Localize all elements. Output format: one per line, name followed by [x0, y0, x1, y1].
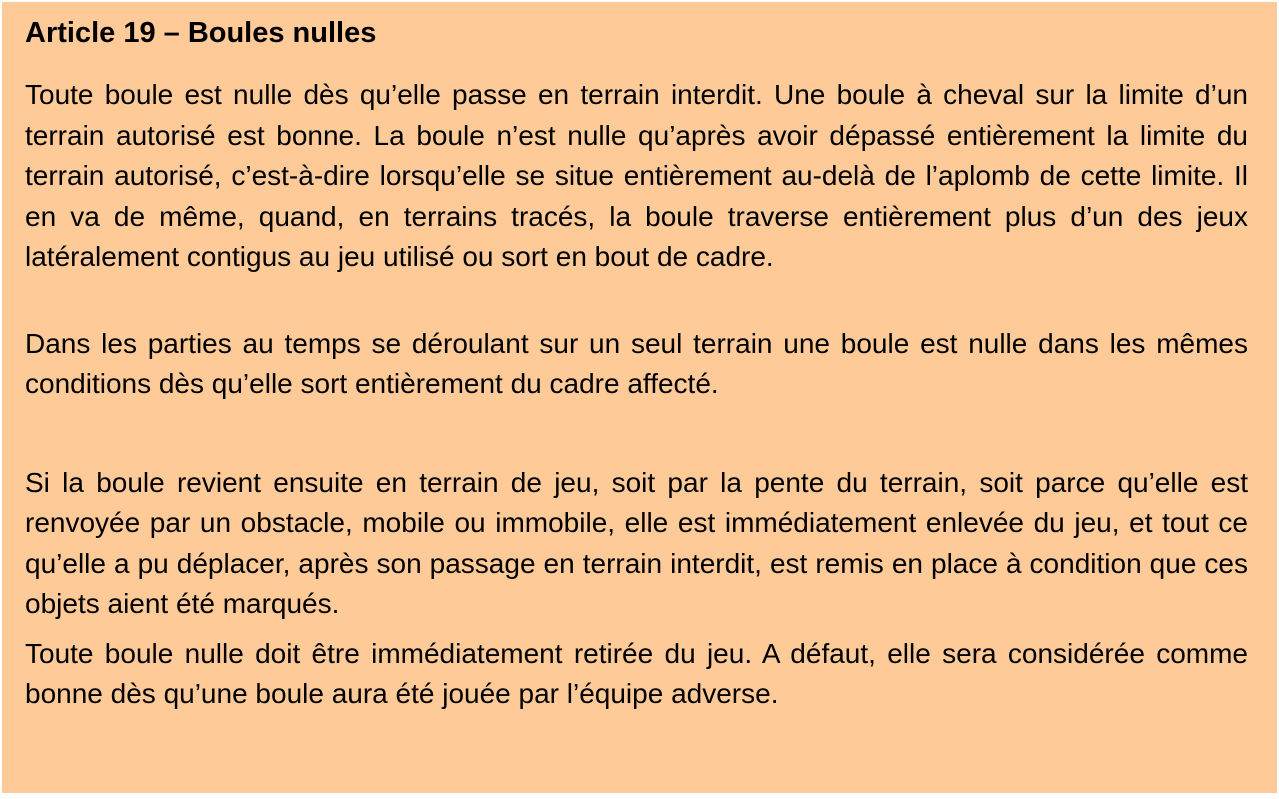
article-page [2, 2, 1277, 793]
article-paragraph-3: Si la boule revient ensuite en terrain de jeu, soit par la pente du terrain, soit parce qu’elle est renvoyée par un obstacle, mobile ou immobile, elle est immédiatement enlevée du jeu, et tout ce qu’elle a pu déplacer, après son passage en terrain interdit, est remis en place à condition que ces objets aient été marqués. [25, 466, 1248, 619]
article-paragraph-4: Toute boule nulle doit être immédiatement retirée du jeu. A défaut, elle sera considérée comme bonne dès qu’une boule aura été jouée par l’équipe adverse. [25, 637, 1248, 709]
article-paragraph-1: Toute boule est nulle dès qu’elle passe en terrain interdit. Une boule à cheval sur la limite d’un terrain autorisé est bonne. La boule n’est nulle qu’après avoir dépassé entièrement la limite du terrain autorisé, c’est-à-dire lorsqu’elle se situe entièrement au-delà de l’aplomb de cette limite. Il en va de même, quand, en terrains tracés, la boule traverse entièrement plus d’un des jeux latéralement contigus au jeu utilisé ou sort en bout de cadre. [25, 79, 1248, 272]
article-title: Article 19 – Boules nulles [25, 17, 377, 49]
article-paragraph-2: Dans les parties au temps se déroulant sur un seul terrain une boule est nulle dans les mêmes conditions dès qu’elle sort entièrement du cadre affecté. [25, 327, 1248, 399]
